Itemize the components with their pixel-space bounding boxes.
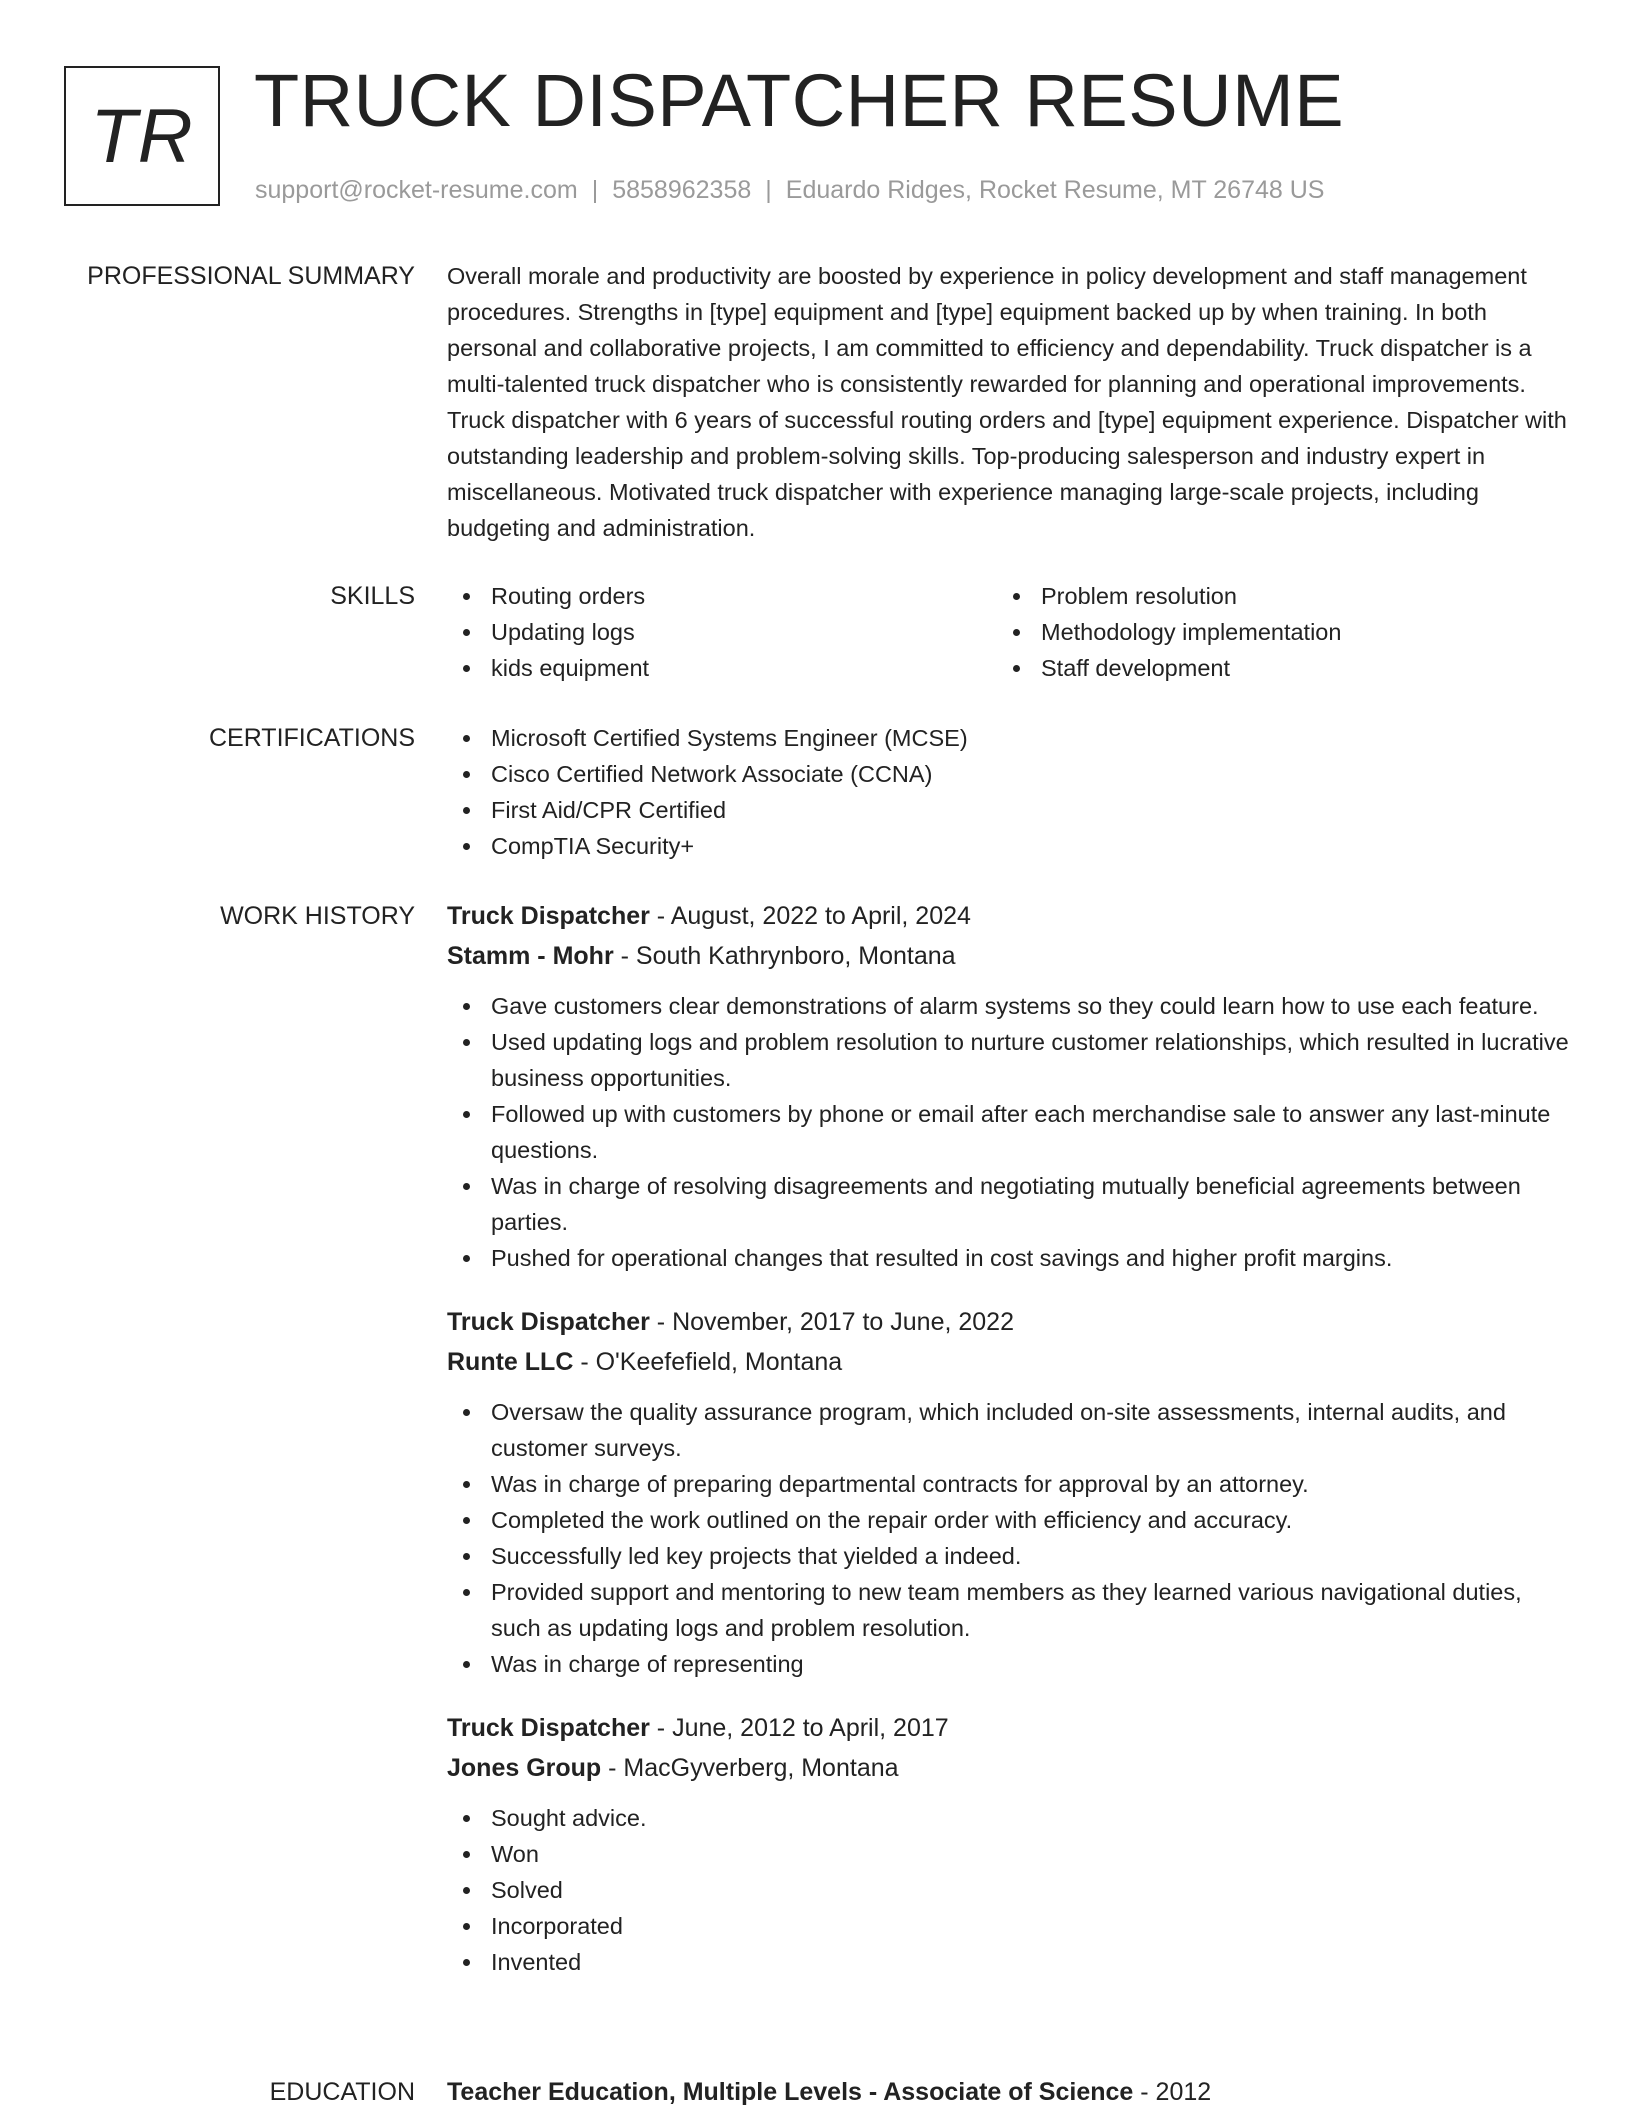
skills-list-right xyxy=(997,578,1547,686)
certification-item: Microsoft Certified Systems Engineer (MCSE) xyxy=(447,720,1572,756)
contact-email: support@rocket-resume.com xyxy=(255,176,578,204)
job-duty: Used updating logs and problem resolution to nurture customer relationships, which resulted in lucrative business opportunities. xyxy=(447,1024,1572,1096)
job-duty: Incorporated xyxy=(447,1908,1572,1944)
job-duty: Was in charge of representing xyxy=(447,1646,1572,1682)
skills-body xyxy=(447,578,1572,686)
job-company-line xyxy=(447,936,1572,976)
job-title-line xyxy=(447,896,1572,936)
job-duty: Was in charge of preparing departmental contracts for approval by an attorney. xyxy=(447,1466,1572,1502)
education-line xyxy=(447,2072,1572,2112)
job-company-line xyxy=(447,1748,1572,1788)
summary-text: Overall morale and productivity are boosted by experience in policy development and staff management procedures. Strengths in [type] equipment and [type] equipment backed up by when training. In both personal and collaborative projects, I am committed to efficiency and dependability. Truck dispatcher is a multi-talented truck dispatcher who is consistently rewarded for planning and operational improvements. Truck dispatcher with 6 years of successful routing orders and [type] equipment experience. Dispatcher with outstanding leadership and problem-solving skills. Top-producing salesperson and industry expert in miscellaneous. Motivated truck dispatcher with experience managing large-scale projects, including budgeting and administration. xyxy=(447,263,1567,541)
job-duty: Gave customers clear demonstrations of alarm systems so they could learn how to use each feature. xyxy=(447,988,1572,1024)
job-duty: Completed the work outlined on the repair order with efficiency and accuracy. xyxy=(447,1502,1572,1538)
education-body xyxy=(447,2072,1572,2112)
job-duty: Sought advice. xyxy=(447,1800,1572,1836)
job-title-line xyxy=(447,1708,1572,1748)
contact-phone: 5858962358 xyxy=(612,176,752,204)
skill-item: kids equipment xyxy=(447,650,997,686)
skill-item: Methodology implementation xyxy=(997,614,1547,650)
job-company: Runte LLC xyxy=(447,1348,574,1376)
certifications-body xyxy=(447,720,1572,864)
section-label-certifications: CERTIFICATIONS xyxy=(208,724,415,752)
contact-separator: | xyxy=(765,176,772,204)
job-company-line xyxy=(447,1342,1572,1382)
contact-address: Eduardo Ridges, Rocket Resume, MT 26748 US xyxy=(785,176,1325,204)
skill-item: Problem resolution xyxy=(997,578,1547,614)
job-duty: Provided support and mentoring to new team members as they learned various navigational duties, such as updating logs and problem resolution. xyxy=(447,1574,1572,1646)
job-title: Truck Dispatcher xyxy=(447,1714,650,1742)
job-dates: - August, 2022 to April, 2024 xyxy=(649,902,971,930)
job-duties-list xyxy=(447,988,1572,1276)
job-duty: Invented xyxy=(447,1944,1572,1980)
job-entry xyxy=(447,896,1572,1276)
job-duties-list xyxy=(447,1394,1572,1682)
job-duty: Successfully led key projects that yielded a indeed. xyxy=(447,1538,1572,1574)
section-label-skills: SKILLS xyxy=(330,582,415,610)
section-label-education: EDUCATION xyxy=(269,2078,415,2106)
contact-separator: | xyxy=(591,176,599,204)
education-degree: Teacher Education, Multiple Levels - Associate of Science xyxy=(447,2078,1134,2106)
resume-title: TRUCK DISPATCHER RESUME xyxy=(254,59,1345,142)
skill-item: Staff development xyxy=(997,650,1547,686)
job-entry xyxy=(447,1302,1572,1682)
job-duty: Oversaw the quality assurance program, which included on-site assessments, internal audits, and customer surveys. xyxy=(447,1394,1572,1466)
job-duty: Solved xyxy=(447,1872,1572,1908)
summary-body xyxy=(447,258,1572,546)
certification-item: Cisco Certified Network Associate (CCNA) xyxy=(447,756,1572,792)
monogram-badge: TR xyxy=(64,66,220,206)
job-duty: Won xyxy=(447,1836,1572,1872)
job-duty: Followed up with customers by phone or email after each merchandise sale to answer any last-minute questions. xyxy=(447,1096,1572,1168)
section-label-summary: PROFESSIONAL SUMMARY xyxy=(87,262,415,290)
work-history-body xyxy=(447,896,1572,2006)
job-title: Truck Dispatcher xyxy=(447,1308,650,1336)
job-dates: - November, 2017 to June, 2022 xyxy=(649,1308,1014,1336)
certifications-list xyxy=(447,720,1572,864)
job-company: Jones Group xyxy=(447,1754,602,1782)
job-title-line xyxy=(447,1302,1572,1342)
job-duty: Pushed for operational changes that resulted in cost savings and higher profit margins. xyxy=(447,1240,1572,1276)
job-location: - O'Keefefield, Montana xyxy=(573,1348,843,1376)
job-entry xyxy=(447,1708,1572,1980)
job-duties-list xyxy=(447,1800,1572,1980)
skills-list-left xyxy=(447,578,997,686)
job-location: - MacGyverberg, Montana xyxy=(601,1754,899,1782)
job-duty: Was in charge of resolving disagreements and negotiating mutually beneficial agreements between parties. xyxy=(447,1168,1572,1240)
contact-line xyxy=(255,174,1324,206)
job-title: Truck Dispatcher xyxy=(447,902,650,930)
job-location: - South Kathrynboro, Montana xyxy=(613,942,956,970)
certification-item: CompTIA Security+ xyxy=(447,828,1572,864)
skill-item: Routing orders xyxy=(447,578,997,614)
education-year: - 2012 xyxy=(1133,2078,1212,2106)
job-company: Stamm - Mohr xyxy=(447,942,614,970)
certification-item: First Aid/CPR Certified xyxy=(447,792,1572,828)
job-dates: - June, 2012 to April, 2017 xyxy=(649,1714,949,1742)
skill-item: Updating logs xyxy=(447,614,997,650)
section-label-work-history: WORK HISTORY xyxy=(220,902,415,930)
